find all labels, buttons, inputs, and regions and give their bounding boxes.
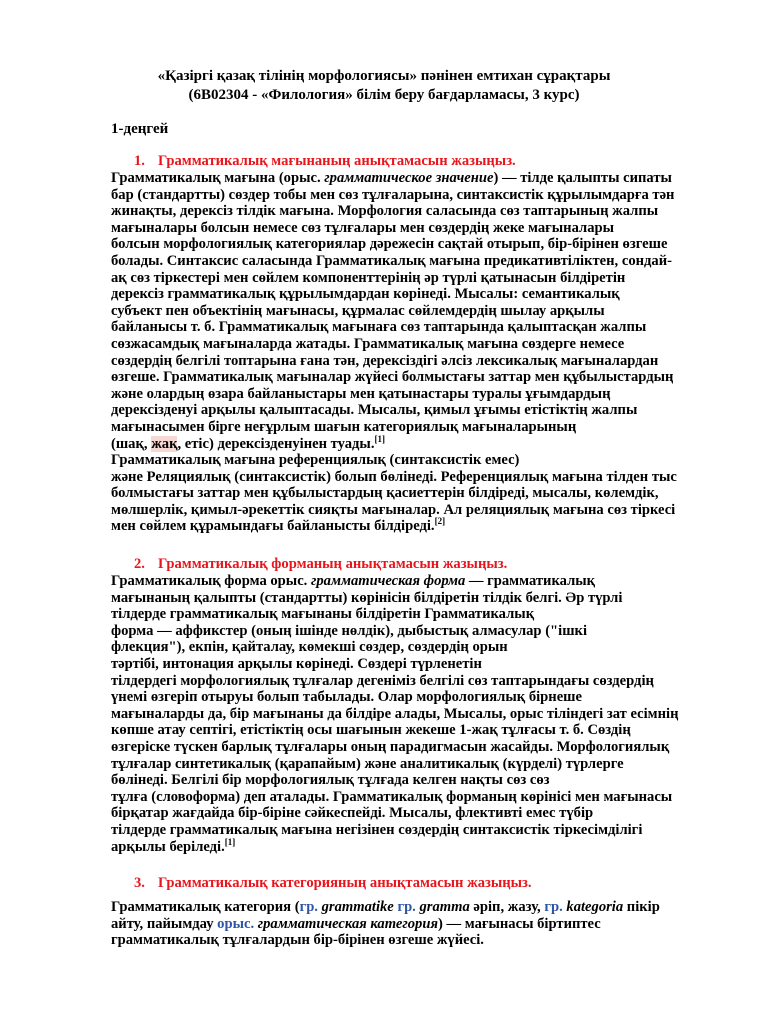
highlighted-word: жақ <box>151 435 178 452</box>
level-heading: 1-деңгей <box>111 121 169 137</box>
answer-line: тұлға (словоформа) деп аталады. Грамматикалық форманың көрінісі мен мағынасы <box>111 788 673 805</box>
russian-term: грамматическая форма <box>310 573 466 589</box>
answer-1-paragraph <box>111 170 721 535</box>
answer-line: дерексіз грамматикалық құрылымдардан көрінеді. Мысалы: семантикалық <box>111 286 620 303</box>
etymology-word: grammatike <box>317 899 398 915</box>
answer-2-paragraph <box>111 573 721 855</box>
answer-line: үнемі өзгеріп отыруы болып табылады. Олар морфологиялық бірнеше <box>111 689 582 706</box>
answer-line: сөздердің белгілі топтарына ғана тән, дерексіздігі әлсіз лексикалық мағыналардан <box>111 352 659 369</box>
question-1-heading <box>134 153 516 170</box>
answer-line: субъект пен объектінің мағынасы, құрмалас сөйлемдердің шылау арқылы <box>111 302 605 319</box>
answer-line: тұлғалар синтетикалық (қарапайым) және аналитикалық (күрделі) түрлерге <box>111 755 624 772</box>
answer-line: өзгеріске түскен барлық тұлғалары оның парадигмасын жасайды. Морфологиялық <box>111 738 670 755</box>
answer-line: мөлшерлік, қимыл-әрекеттік сияқты мағыналар. Ал реляциялық мағына сөз тіркесі <box>111 501 676 518</box>
greek-abbrev-link[interactable]: гр. <box>397 899 416 915</box>
answer-line: бар (стандартты) сөздер тобы мен сөз тұлғаларына, синтаксистік құрылымдарға тән <box>111 186 675 203</box>
question-3-heading <box>134 875 532 892</box>
greek-abbrev-link[interactable]: гр. <box>544 899 563 915</box>
answer-line: болады. Синтаксис саласында Грамматикалық мағына предикативтіліктен, сондай- <box>111 252 672 269</box>
answer-text: , етіс) дерексізденуінен туады. <box>177 435 375 452</box>
etymology-word: gramma <box>415 899 470 915</box>
answer-text: айту, пайымдау <box>111 915 218 932</box>
answer-line: өзгеше. Грамматикалық мағыналар жүйесі болмыстағы заттар мен құбылыстардың <box>111 369 674 386</box>
answer-line: болмыстағы заттар мен құбылыстардың қасиеттерін білдіреді, мысалы, көлемдік, <box>111 485 659 502</box>
answer-text: пікір <box>623 899 660 915</box>
answer-text: әріп, жазу, <box>469 899 545 915</box>
answer-line: мағынасымен бірге неғұрлым шағын категориялық мағыналарының <box>111 418 577 435</box>
answer-line: байланысы т. б. Грамматикалық мағынаға сөз таптарында қалыптасқан жалпы <box>111 319 647 336</box>
answer-line: бірқатар жағдайда бір-біріне сәйкеспейді. Мысалы, флективті емес түбір <box>111 805 594 822</box>
answer-line: дерексізденуі арқылы қалыптасады. Мысалы, қимыл ұғымы етістіктің жалпы <box>111 402 638 419</box>
answer-3-paragraph <box>111 899 721 949</box>
etymology-word: kategoria <box>562 899 624 915</box>
answer-text: ) — тілде қалыпты сипаты <box>493 170 672 186</box>
answer-line: мағыналары болсын немесе сөз тұлғалары мен сөздердің жеке мағыналары <box>111 219 615 236</box>
answer-line: грамматикалық тұлғалардын бір-бірінен өзгеше жүйесі. <box>111 932 484 949</box>
answer-line: тілдердегі морфологиялық тұлғалар дегеніміз белгілі сөз таптарындағы сөздердің <box>111 672 654 689</box>
answer-text: ) — мағынасы біртиптес <box>437 915 601 932</box>
answer-text: Грамматикалық мағына (орыс. <box>111 170 325 186</box>
answer-line: болсын морфологиялық категориялар дәрежесін сақтай отырып, бір-бірінен өзгеше <box>111 236 668 253</box>
russian-abbrev-link[interactable]: орыс. <box>217 915 255 932</box>
question-number: 1. <box>134 153 145 169</box>
footnote-ref[interactable]: [1] <box>224 836 236 847</box>
answer-line: және олардың өзара байланыстары мен қатынастары туралы ұғымдардың <box>111 385 611 402</box>
russian-term: грамматическая категория <box>254 915 438 932</box>
answer-line: көпше атау септігі, етістіктің осы шағынын жекеше 1-жақ тұлғасы т. б. Сөздің <box>111 722 631 739</box>
answer-text: — грамматикалық <box>465 573 596 589</box>
question-number: 2. <box>134 556 145 572</box>
answer-text: мен сөйлем құрамындағы байланысты білдіреді. <box>111 518 435 535</box>
answer-line: және Реляциялық (синтаксистік) болып бөлінеді. Референциялық мағына тілден тыс <box>111 468 677 485</box>
answer-text: Грамматикалық категория ( <box>111 899 300 915</box>
answer-line: мағынаның қалыпты (стандартты) көрінісін білдіретін тілдік белгі. Әр түрлі <box>111 589 623 606</box>
russian-term: грамматическое значение <box>324 170 494 186</box>
greek-abbrev-link[interactable]: гр. <box>299 899 318 915</box>
document-subtitle: (6В02304 - «Филология» білім беру бағдарламасы, 3 курс) <box>188 87 580 103</box>
answer-line: форма — аффикстер (оның ішінде нөлдік), дыбыстық алмасулар ("ішкі <box>111 622 587 639</box>
answer-line: жинақты, дерексіз тілдік мағына. Морфология саласында сөз таптарының жалпы <box>111 203 659 220</box>
answer-line: сөзжасамдық мағыналарда жатады. Грамматикалық мағына сөздерге немесе <box>111 335 625 352</box>
footnote-ref[interactable]: [2] <box>434 516 446 527</box>
answer-line: мағыналарды да, бір мағынаны да білдіре алады, Мысалы, орыс тіліндегі зат есімнің <box>111 705 679 722</box>
answer-line: бөлінеді. Белгілі бір морфологиялық тұлғада келген нақты сөз сөз <box>111 772 550 789</box>
answer-line: тілдерде грамматикалық мағынаны білдіретін Грамматикалық <box>111 606 535 623</box>
question-2-heading <box>134 556 507 573</box>
question-text: Грамматикалық мағынаның анықтамасын жазыңыз. <box>158 153 516 169</box>
answer-line: флекция"), екпін, қайталау, көмекші сөздер, сөздердің орын <box>111 639 508 656</box>
footnote-ref[interactable]: [1] <box>374 433 385 444</box>
question-number: 3. <box>134 875 145 891</box>
answer-text: арқылы беріледі. <box>111 838 225 855</box>
answer-text: (шақ, <box>111 435 152 452</box>
answer-line: тәртібі, интонация арқылы көрінеді. Сөздері түрленетін <box>111 655 482 672</box>
answer-line: Грамматикалық мағына референциялық (синтаксистік емес) <box>111 452 520 469</box>
answer-line: тілдерде грамматикалық мағына негізінен сөздердің синтаксистік тіркесімділігі <box>111 821 643 838</box>
answer-text: Грамматикалық форма орыс. <box>111 573 311 589</box>
question-text: Грамматикалық категорияның анықтамасын жазыңыз. <box>158 875 532 891</box>
answer-line: ақ сөз тіркестері мен сөйлем компоненттерінің әр түрлі қатынасын білдіретін <box>111 269 626 286</box>
document-title: «Қазіргі қазақ тілінің морфологиясы» пәнінен емтихан сұрақтары <box>157 68 611 84</box>
question-text: Грамматикалық форманың анықтамасын жазыңыз. <box>158 556 508 572</box>
